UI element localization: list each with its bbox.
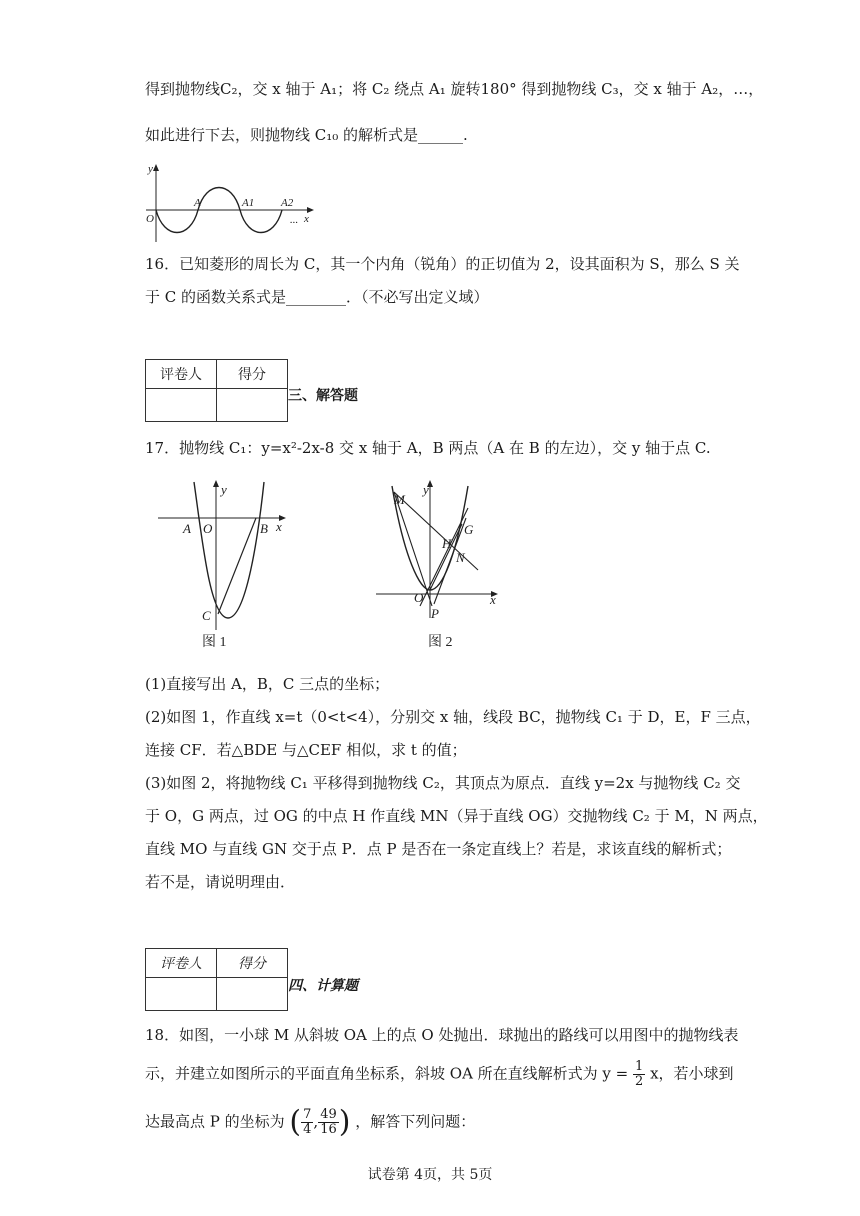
q18-px-numerator: 7 (303, 1107, 312, 1122)
q17-part-1: (1)直接写出 A，B，C 三点的坐标； (145, 675, 390, 693)
section4-reviewer-cell[interactable] (146, 978, 217, 1011)
q18-line-2-text-a: 示，并建立如图所示的平面直角坐标系，斜坡 OA 所在直线解析式为 y = (145, 1064, 629, 1083)
q16-line-1: 16．已知菱形的周长为 C，其一个内角（锐角）的正切值为 2，设其面积为 S，那么 S 关 (145, 255, 740, 273)
fig1-a-label: A (183, 521, 191, 536)
fig1-c-label: C (202, 608, 211, 623)
q18-px-fraction (301, 1108, 313, 1137)
section4-score-cell[interactable] (217, 978, 288, 1011)
fig1-b-label: B (260, 521, 268, 536)
q15-line-2: 如此进行下去，则抛物线 C₁₀ 的解析式是______. (145, 126, 468, 144)
fig1-o-label: O (203, 521, 213, 536)
page-footer: 试卷第 4页，共 5页 (367, 1167, 493, 1183)
q15-dots-label: ... (290, 214, 299, 226)
fig2-g-label: G (464, 522, 474, 537)
fig2-o-label: O (414, 590, 424, 605)
q18-line-1: 18．如图，一小球 M 从斜坡 OA 上的点 O 处抛出．球抛出的路线可以用图中的抛物线表 (145, 1026, 739, 1044)
q18-py-fraction (318, 1108, 339, 1137)
q18-line-3: 达最高点 P 的坐标为 ( $\frac{7}{4}$ , $\frac{49}{16}$ ) ，解答下列问题： (145, 1104, 476, 1140)
q17-part-3b: 于 O，G 两点，过 OG 的中点 H 作直线 MN（异于直线 OG）交抛物线 C₂ 于 M，N 两点， (145, 807, 768, 825)
fig2-y-label: y (423, 482, 429, 497)
q15-sine-figure (140, 160, 320, 246)
q18-slope-numerator: 1 (635, 1059, 644, 1074)
q18-slope-fraction (633, 1060, 645, 1089)
q18-px-denominator: 4 (303, 1122, 312, 1137)
q16-line-2: 于 C 的函数关系式是________．（不必写出定义域） (145, 288, 489, 306)
fig2-caption: 图 2 (428, 635, 453, 650)
q15-o-label: O (146, 213, 154, 225)
section3-reviewer-cell[interactable] (146, 389, 217, 422)
q15-y-label: y (148, 163, 153, 175)
section3-score-cell[interactable] (217, 389, 288, 422)
fig1-y-label: y (221, 482, 227, 497)
q17-figure-1 (150, 478, 300, 654)
q17-figure-2 (370, 478, 510, 654)
fig2-x-label: x (490, 592, 496, 607)
left-paren-icon: ( (289, 1104, 302, 1140)
fig1-x-label: x (276, 519, 282, 534)
q15-a-label: A (194, 197, 201, 209)
q17-intro: 17．抛物线 C₁：y=x²-2x-8 交 x 轴于 A，B 两点（A 在 B 的左边），交 y 轴于点 C. (145, 439, 711, 457)
q18-slope-denominator: 2 (635, 1074, 644, 1089)
q15-x-label: x (304, 213, 309, 225)
fig2-n-label: N (456, 550, 465, 565)
q18-line-3-text-b: ，解答下列问题： (355, 1112, 476, 1131)
q17-part-2a: (2)如图 1，作直线 x=t（0<t<4），分别交 x 轴，线段 BC，抛物线 C₁ 于 D，E，F 三点， (145, 708, 761, 726)
section3-score-box (145, 359, 288, 422)
q15-line-1: 得到抛物线C₂，交 x 轴于 A₁；将 C₂ 绕点 A₁ 旋转180° 得到抛物线 C₃，交 x 轴于 A₂，…， (145, 80, 764, 98)
q15-a2-label: A2 (281, 197, 294, 209)
section4-score-label: 得分 (217, 949, 288, 978)
q17-part-3d: 若不是，请说明理由． (145, 873, 296, 891)
section4-reviewer-label: 评卷人 (146, 949, 217, 978)
section3-title: 三、解答题 (288, 388, 358, 404)
q17-part-2b: 连接 CF．若△BDE 与△CEF 相似，求 t 的值； (145, 741, 467, 759)
section4-score-box (145, 948, 288, 1011)
q17-part-3a: (3)如图 2，将抛物线 C₁ 平移得到抛物线 C₂，其顶点为原点．直线 y=2x 与抛物线 C₂ 交 (145, 774, 741, 792)
q15-a1-label: A1 (242, 197, 255, 209)
fig2-h-label: H (442, 536, 452, 551)
q18-line-3-text-a: 达最高点 P 的坐标为 (145, 1112, 285, 1131)
section4-title: 四、计算题 (288, 978, 358, 994)
q18-line-2 (145, 1060, 734, 1089)
q18-py-denominator: 16 (320, 1122, 337, 1137)
section3-reviewer-label: 评卷人 (146, 360, 217, 389)
fig1-caption: 图 1 (202, 635, 227, 650)
fig2-p-label: P (431, 606, 439, 621)
q18-py-numerator: 49 (320, 1107, 337, 1122)
q17-part-3c: 直线 MO 与直线 GN 交于点 P．点 P 是否在一条定直线上？若是，求该直线的解析式； (145, 840, 732, 858)
fig2-m-label: M (394, 492, 405, 507)
right-paren-icon: ) (338, 1104, 351, 1140)
q18-line-2-text-b: x，若小球到 (650, 1064, 734, 1083)
section3-score-label: 得分 (217, 360, 288, 389)
